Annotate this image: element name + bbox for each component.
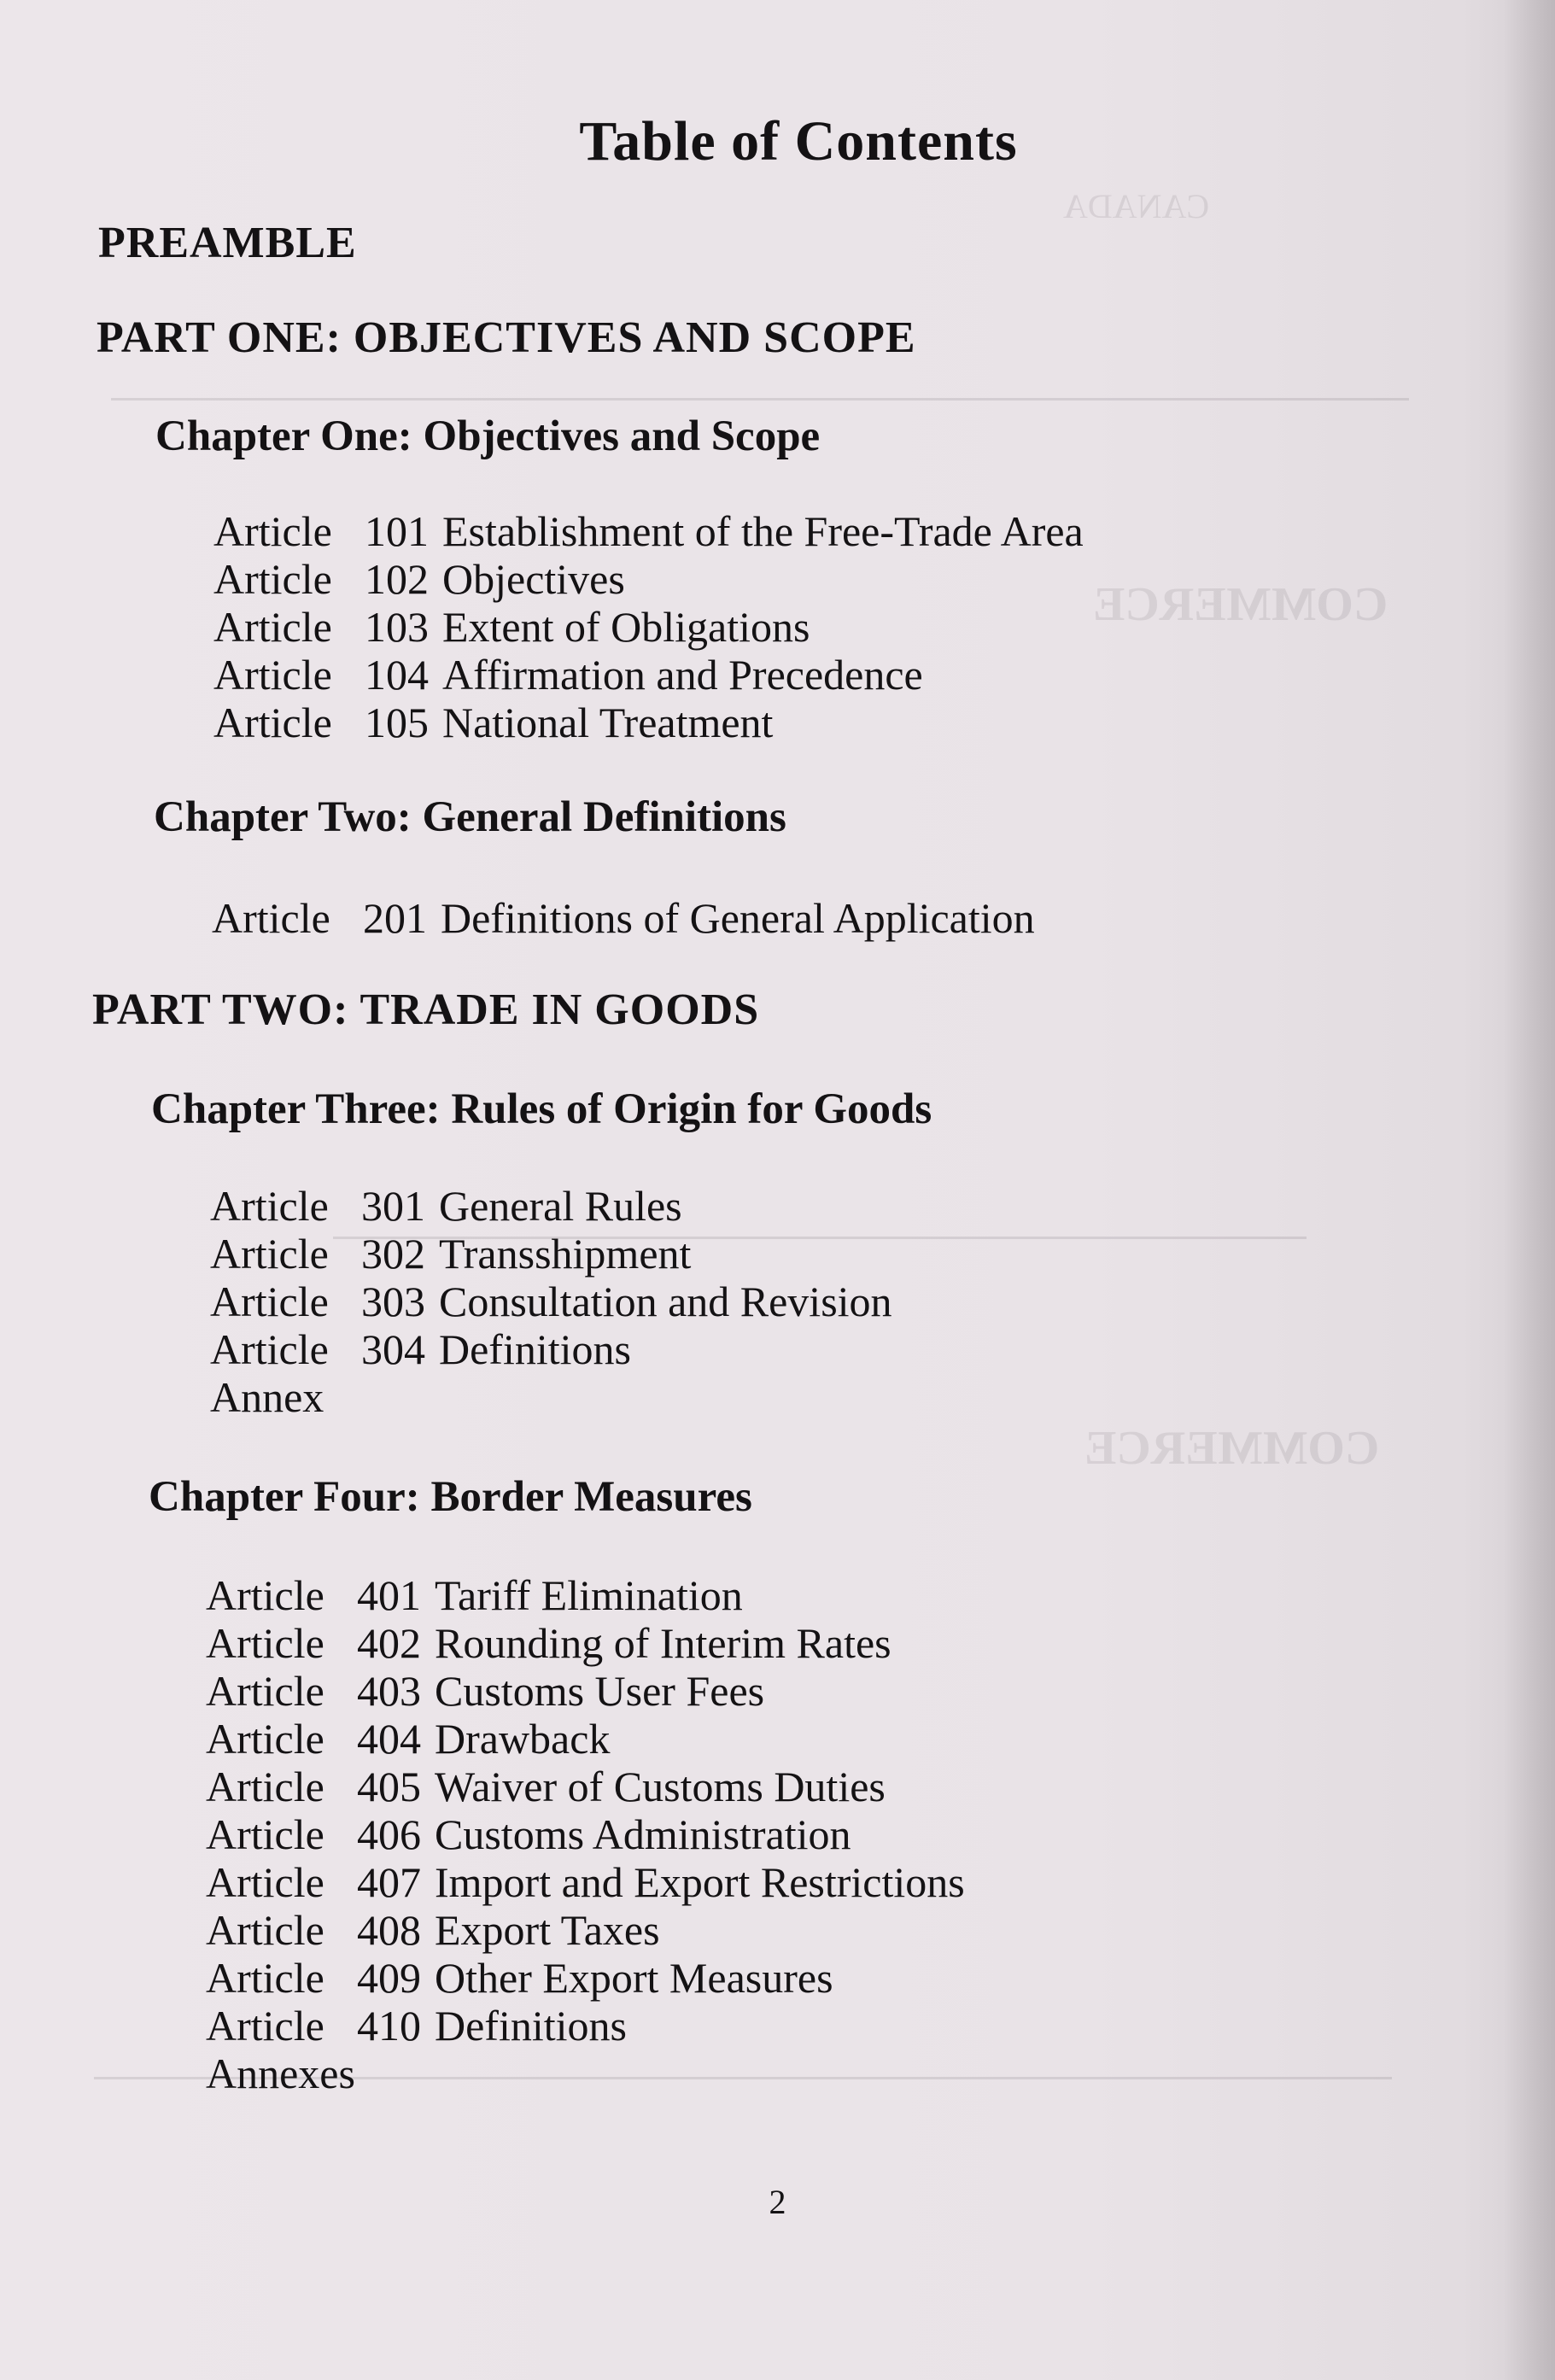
- article-label: Article: [206, 1571, 324, 1619]
- article-number: 301: [361, 1182, 425, 1230]
- article-row: [213, 555, 1084, 603]
- article-title: Customs User Fees: [435, 1667, 765, 1715]
- article-number: 402: [357, 1619, 421, 1667]
- show-through-rule-1: [111, 398, 1409, 401]
- page-title: Table of Contents: [579, 110, 1018, 173]
- page-number: 2: [769, 2183, 786, 2221]
- article-label: Article: [213, 603, 332, 651]
- chapter-two-articles: [212, 894, 1035, 942]
- article-row: [206, 1858, 965, 1906]
- article-title: Objectives: [442, 555, 625, 603]
- article-title: Establishment of the Free-Trade Area: [442, 507, 1084, 555]
- part-two-heading: PART TWO: TRADE IN GOODS: [92, 985, 760, 1034]
- chapter-two-heading: Chapter Two: General Definitions: [154, 793, 786, 841]
- part-one-heading: PART ONE: OBJECTIVES AND SCOPE: [96, 313, 916, 362]
- chapter-one-articles: [213, 507, 1084, 746]
- article-title: Extent of Obligations: [442, 603, 810, 651]
- annex-label: Annex: [210, 1373, 324, 1421]
- chapter-three-articles: [210, 1182, 892, 1421]
- article-title: Drawback: [435, 1715, 611, 1763]
- article-number: 407: [357, 1858, 421, 1906]
- article-row: [210, 1230, 892, 1278]
- article-row: [210, 1325, 892, 1373]
- article-number: 403: [357, 1667, 421, 1715]
- article-row: [206, 2050, 965, 2097]
- article-row: [212, 894, 1035, 942]
- article-label: Article: [206, 1906, 324, 1954]
- article-label: Article: [213, 507, 332, 555]
- article-number: 404: [357, 1715, 421, 1763]
- article-row: [210, 1373, 892, 1421]
- article-label: Article: [206, 1619, 324, 1667]
- preamble-heading: PREAMBLE: [98, 219, 357, 267]
- article-title: Rounding of Interim Rates: [435, 1619, 891, 1667]
- article-title: Import and Export Restrictions: [435, 1858, 965, 1906]
- article-title: Waiver of Customs Duties: [435, 1763, 886, 1810]
- article-title: Definitions: [439, 1325, 631, 1373]
- article-label: Article: [213, 555, 332, 603]
- article-number: 406: [357, 1810, 421, 1858]
- chapter-four-heading: Chapter Four: Border Measures: [149, 1473, 752, 1521]
- article-number: 302: [361, 1230, 425, 1278]
- article-number: 304: [361, 1325, 425, 1373]
- article-label: Article: [206, 1715, 324, 1763]
- chapter-four-articles: [206, 1571, 965, 2097]
- article-number: 105: [365, 699, 429, 746]
- article-title: Other Export Measures: [435, 1954, 833, 2002]
- article-title: General Rules: [439, 1182, 682, 1230]
- annexes-label: Annexes: [206, 2050, 355, 2097]
- article-number: 405: [357, 1763, 421, 1810]
- article-number: 104: [365, 651, 429, 699]
- article-number: 303: [361, 1278, 425, 1325]
- show-through-commerce-1: COMMERCE: [1093, 578, 1388, 631]
- spine-shadow: [1504, 0, 1555, 2380]
- article-label: Article: [210, 1182, 329, 1230]
- article-label: Article: [213, 651, 332, 699]
- article-title: Definitions: [435, 2002, 627, 2050]
- article-row: [213, 699, 1084, 746]
- article-number: 101: [365, 507, 429, 555]
- article-row: [206, 1715, 965, 1763]
- article-title: Definitions of General Application: [441, 894, 1035, 942]
- article-number: 401: [357, 1571, 421, 1619]
- article-row: [206, 1906, 965, 1954]
- article-number: 102: [365, 555, 429, 603]
- article-label: Article: [206, 1763, 324, 1810]
- article-label: Article: [206, 1667, 324, 1715]
- article-title: Tariff Elimination: [435, 1571, 743, 1619]
- article-label: Article: [210, 1278, 329, 1325]
- article-row: [206, 1667, 965, 1715]
- show-through-canada: CANADA: [1063, 187, 1210, 225]
- chapter-three-heading: Chapter Three: Rules of Origin for Goods: [151, 1085, 932, 1133]
- article-label: Article: [210, 1230, 329, 1278]
- article-row: [213, 507, 1084, 555]
- article-number: 103: [365, 603, 429, 651]
- article-row: [213, 603, 1084, 651]
- article-number: 408: [357, 1906, 421, 1954]
- article-label: Article: [206, 1954, 324, 2002]
- article-title: Customs Administration: [435, 1810, 851, 1858]
- show-through-commerce-2: COMMERCE: [1084, 1422, 1380, 1475]
- article-label: Article: [206, 1858, 324, 1906]
- article-row: [206, 1571, 965, 1619]
- article-label: Article: [213, 699, 332, 746]
- article-number: 410: [357, 2002, 421, 2050]
- article-row: [206, 1763, 965, 1810]
- article-title: Transshipment: [439, 1230, 692, 1278]
- article-title: Consultation and Revision: [439, 1278, 892, 1325]
- article-row: [210, 1182, 892, 1230]
- article-title: National Treatment: [442, 699, 774, 746]
- article-row: [213, 651, 1084, 699]
- article-number: 201: [363, 894, 427, 942]
- article-row: [210, 1278, 892, 1325]
- article-row: [206, 1954, 965, 2002]
- article-title: Export Taxes: [435, 1906, 660, 1954]
- article-label: Article: [210, 1325, 329, 1373]
- article-row: [206, 2002, 965, 2050]
- article-row: [206, 1619, 965, 1667]
- article-title: Affirmation and Precedence: [442, 651, 923, 699]
- article-row: [206, 1810, 965, 1858]
- article-label: Article: [206, 1810, 324, 1858]
- chapter-one-heading: Chapter One: Objectives and Scope: [155, 412, 821, 460]
- article-number: 409: [357, 1954, 421, 2002]
- article-label: Article: [206, 2002, 324, 2050]
- article-label: Article: [212, 894, 330, 942]
